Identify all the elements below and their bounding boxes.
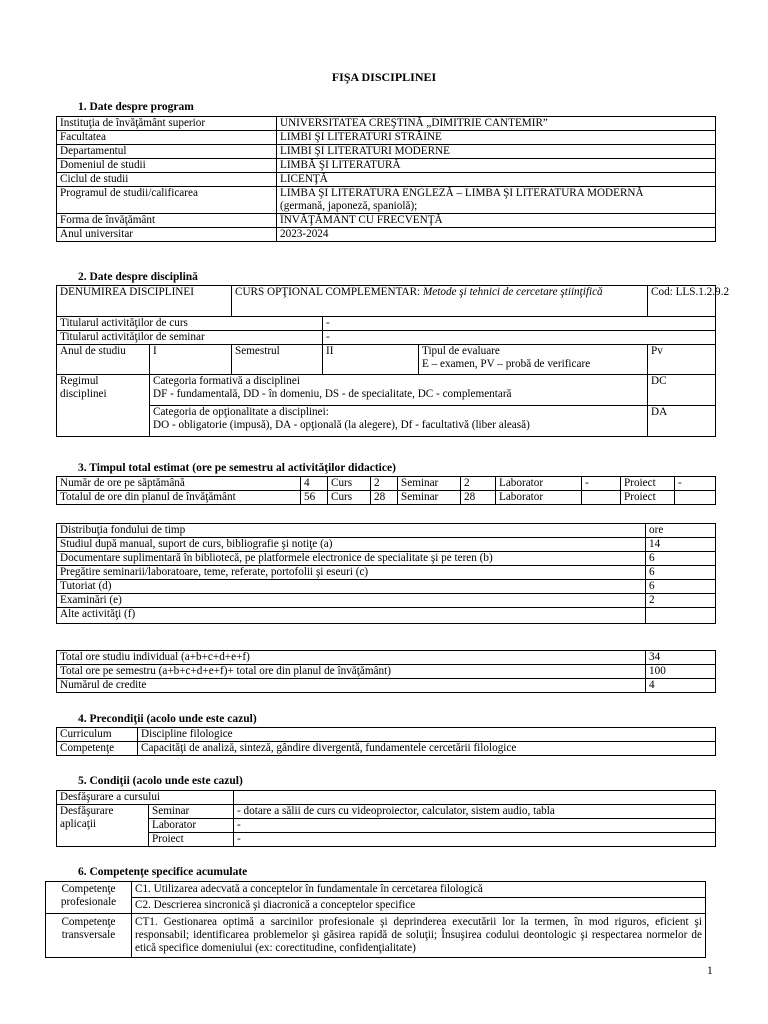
table-row (57, 375, 716, 406)
category-cell (150, 406, 648, 437)
eval-legend: E – examen, PV – probă de verificare (422, 358, 591, 370)
value-cell: UNIVERSITATEA CREŞTINĂ „DIMITRIE CANTEMIR” (277, 117, 716, 131)
preconditions-table (56, 727, 716, 756)
discipline-code: Cod: LLS.1.2.9.2 (648, 286, 716, 317)
label-cell: Seminar (149, 805, 234, 819)
value-cell: 6 (646, 566, 716, 580)
section-4-heading: 4. Precondiţii (acolo unde este cazul) (78, 713, 257, 725)
value-cell: 56 (301, 491, 328, 505)
label-cell: Forma de învăţământ (57, 214, 277, 228)
section-3-heading: 3. Timpul total estimat (ore pe semestru al activităţilor didactice) (78, 462, 396, 474)
value-cell: 4 (646, 679, 716, 693)
table-row (57, 791, 716, 805)
program-line-1: LIMBA ŞI LITERATURA ENGLEZĂ – LIMBA ŞI LITERATURA MODERNĂ (280, 187, 644, 199)
table-row (57, 524, 716, 538)
table-row (57, 665, 716, 679)
value-cell: 28 (371, 491, 398, 505)
value-cell: 4 (301, 477, 328, 491)
value-cell: - (582, 477, 621, 491)
section-5-heading: 5. Condiţii (acolo unde este cazul) (78, 775, 243, 787)
label-cell: Competenţe transversale (46, 914, 132, 958)
label-cell: Titularul activităţilor de curs (57, 317, 323, 331)
table-row (57, 833, 716, 847)
value-cell: - (323, 317, 716, 331)
hours-table (56, 476, 716, 505)
value-cell: DC (648, 375, 716, 406)
label-cell: Examinări (e) (57, 594, 646, 608)
discipline-name (232, 286, 648, 317)
table-row (57, 552, 716, 566)
label-cell: Seminar (398, 491, 461, 505)
section-2-heading: 2. Date despre disciplină (78, 271, 198, 283)
cat2-label: Categoria de opţionalitate a disciplinei: (153, 406, 329, 418)
table-row (57, 331, 716, 345)
value-cell (646, 608, 716, 624)
label-cell: Număr de ore pe săptămână (57, 477, 301, 491)
label-cell: Proiect (621, 477, 675, 491)
table-row (46, 914, 706, 958)
label-cell: Proiect (621, 491, 675, 505)
table-row (57, 805, 716, 819)
label-cell: Alte activităţi (f) (57, 608, 646, 624)
label-cell: Seminar (398, 477, 461, 491)
label-cell: Curriculum (57, 728, 138, 742)
value-cell (234, 791, 716, 805)
value-cell: Pv (648, 345, 716, 375)
label-cell: Departamentul (57, 145, 277, 159)
table-row (57, 159, 716, 173)
table-row (57, 173, 716, 187)
category-cell (150, 375, 648, 406)
label-cell: Semestrul (232, 345, 323, 375)
time-distribution-table (56, 523, 716, 624)
label-cell: Proiect (149, 833, 234, 847)
label-cell: Facultatea (57, 131, 277, 145)
value-cell: ore (646, 524, 716, 538)
section-1-heading: 1. Date despre program (78, 101, 194, 113)
label-cell: Anul de studiu (57, 345, 150, 375)
totals-table (56, 650, 716, 693)
label-cell: Anul universitar (57, 228, 277, 242)
value-cell (277, 187, 716, 214)
value-cell (675, 491, 716, 505)
table-row (57, 608, 716, 624)
page-number: 1 (707, 965, 713, 977)
value-cell: - (234, 819, 716, 833)
table-row (57, 819, 716, 833)
value-cell: 2 (461, 477, 496, 491)
label-cell: Titularul activităţilor de seminar (57, 331, 323, 345)
label-cell: Competenţe profesionale (46, 882, 132, 914)
competence-ct1: CT1. Gestionarea optimă a sarcinilor profesionale şi deprinderea executării lor la termen, în mod riguros, eficient şi responsabil; identificarea problemelor şi găsirea rapidă de soluţii; Însuşirea codului deontologic şi respectarea normelor de etică specifice domeniului (ex: corectitudine, confidenţialitate) (132, 914, 706, 958)
label-cell: Total ore studiu individual (a+b+c+d+e+f) (57, 651, 646, 665)
label-cell: Laborator (496, 477, 582, 491)
discipline-name-title: Metode şi tehnici de cercetare ştiinţifică (422, 286, 603, 298)
table-row (57, 345, 716, 375)
cat2-legend: DO - obligatorie (impusă), DA - opţională (la alegere), Df - facultativă (liber aleasă) (153, 419, 530, 431)
eval-cell (419, 345, 648, 375)
discipline-table (56, 285, 730, 437)
label-cell: Curs (328, 477, 371, 491)
table-row (57, 286, 716, 317)
value-cell: 14 (646, 538, 716, 552)
value-cell: LICENŢĂ (277, 173, 716, 187)
value-cell (132, 882, 706, 914)
value-cell: 2 (646, 594, 716, 608)
value-cell: 28 (461, 491, 496, 505)
value-cell: LIMBI ŞI LITERATURI MODERNE (277, 145, 716, 159)
label-cell: Curs (328, 491, 371, 505)
value-cell: - (323, 331, 716, 345)
section-6-heading: 6. Competenţe specifice acumulate (78, 866, 248, 878)
discipline-name-label: DENUMIREA DISCIPLINEI (57, 286, 232, 317)
table-row (57, 566, 716, 580)
value-cell: 100 (646, 665, 716, 679)
program-table (56, 116, 716, 242)
label-cell: Instituţia de învăţământ superior (57, 117, 277, 131)
page-title: FIŞA DISCIPLINEI (331, 70, 437, 84)
label-cell: Studiul după manual, suport de curs, bibliografie şi notiţe (a) (57, 538, 646, 552)
value-cell: 34 (646, 651, 716, 665)
cat1-label: Categoria formativă a disciplinei (153, 375, 300, 387)
table-row (57, 477, 716, 491)
value-cell: LIMBĂ ŞI LITERATURĂ (277, 159, 716, 173)
table-row (57, 228, 716, 242)
value-cell: LIMBI ŞI LITERATURI STRĂINE (277, 131, 716, 145)
value-cell: DA (648, 406, 716, 437)
label-cell: Programul de studii/calificarea (57, 187, 277, 214)
competences-table (45, 881, 706, 958)
table-row (57, 728, 716, 742)
competence-c1: C1. Utilizarea adecvată a conceptelor în fundamentale în cercetarea filologică (132, 882, 705, 898)
label-cell: Competenţe (57, 742, 138, 756)
label-cell: Regimul disciplinei (57, 375, 150, 437)
label-cell: Laborator (496, 491, 582, 505)
value-cell: - dotare a sălii de curs cu videoproiector, calculator, sistem audio, tabla (234, 805, 716, 819)
table-row (57, 317, 716, 331)
label-cell: Desfăşurare aplicaţii (57, 805, 149, 847)
table-row (57, 214, 716, 228)
eval-label: Tipul de evaluare (422, 345, 500, 357)
table-row (57, 651, 716, 665)
table-row (57, 679, 716, 693)
discipline-name-prefix: CURS OPŢIONAL COMPLEMENTAR: (235, 286, 423, 298)
table-row (57, 131, 716, 145)
value-cell: 2 (371, 477, 398, 491)
value-cell: Discipline filologice (138, 728, 716, 742)
table-row (57, 117, 716, 131)
label-cell: Totalul de ore din planul de învăţământ (57, 491, 301, 505)
value-cell (582, 491, 621, 505)
table-row (57, 580, 716, 594)
program-line-2: (germană, japoneză, spaniolă); (280, 200, 418, 212)
label-cell: Total ore pe semestru (a+b+c+d+e+f)+ total ore din planul de învăţământ) (57, 665, 646, 679)
conditions-table (56, 790, 716, 847)
label-cell: Tutoriat (d) (57, 580, 646, 594)
value-cell: - (234, 833, 716, 847)
value-cell: II (323, 345, 419, 375)
label-cell: Distribuţia fondului de timp (57, 524, 646, 538)
label-cell: Laborator (149, 819, 234, 833)
table-row (57, 594, 716, 608)
label-cell: Numărul de credite (57, 679, 646, 693)
label-cell: Desfăşurare a cursului (57, 791, 234, 805)
table-row (57, 538, 716, 552)
competence-c2: C2. Descrierea sincronică şi diacronică a conceptelor specifice (135, 899, 416, 911)
label-cell: Pregătire seminarii/laboratoare, teme, referate, portofolii şi eseuri (c) (57, 566, 646, 580)
value-cell: 6 (646, 552, 716, 566)
label-cell: Domeniul de studii (57, 159, 277, 173)
value-cell: I (150, 345, 232, 375)
table-row (57, 145, 716, 159)
value-cell: ÎNVĂŢĂMÂNT CU FRECVENŢĂ (277, 214, 716, 228)
table-row (57, 742, 716, 756)
value-cell: 6 (646, 580, 716, 594)
value-cell: - (675, 477, 716, 491)
value-cell: Capacităţi de analiză, sinteză, gândire divergentă, fundamentele cercetării filologice (138, 742, 716, 756)
table-row (57, 406, 716, 437)
label-cell: Ciclul de studii (57, 173, 277, 187)
table-row (57, 491, 716, 505)
label-cell: Documentare suplimentară în bibliotecă, pe platformele electronice de specialitate şi pe teren (b) (57, 552, 646, 566)
value-cell: 2023-2024 (277, 228, 716, 242)
cat1-legend: DF - fundamentală, DD - în domeniu, DS - de specialitate, DC - complementară (153, 388, 512, 400)
table-row (57, 187, 716, 214)
table-row (46, 882, 706, 914)
